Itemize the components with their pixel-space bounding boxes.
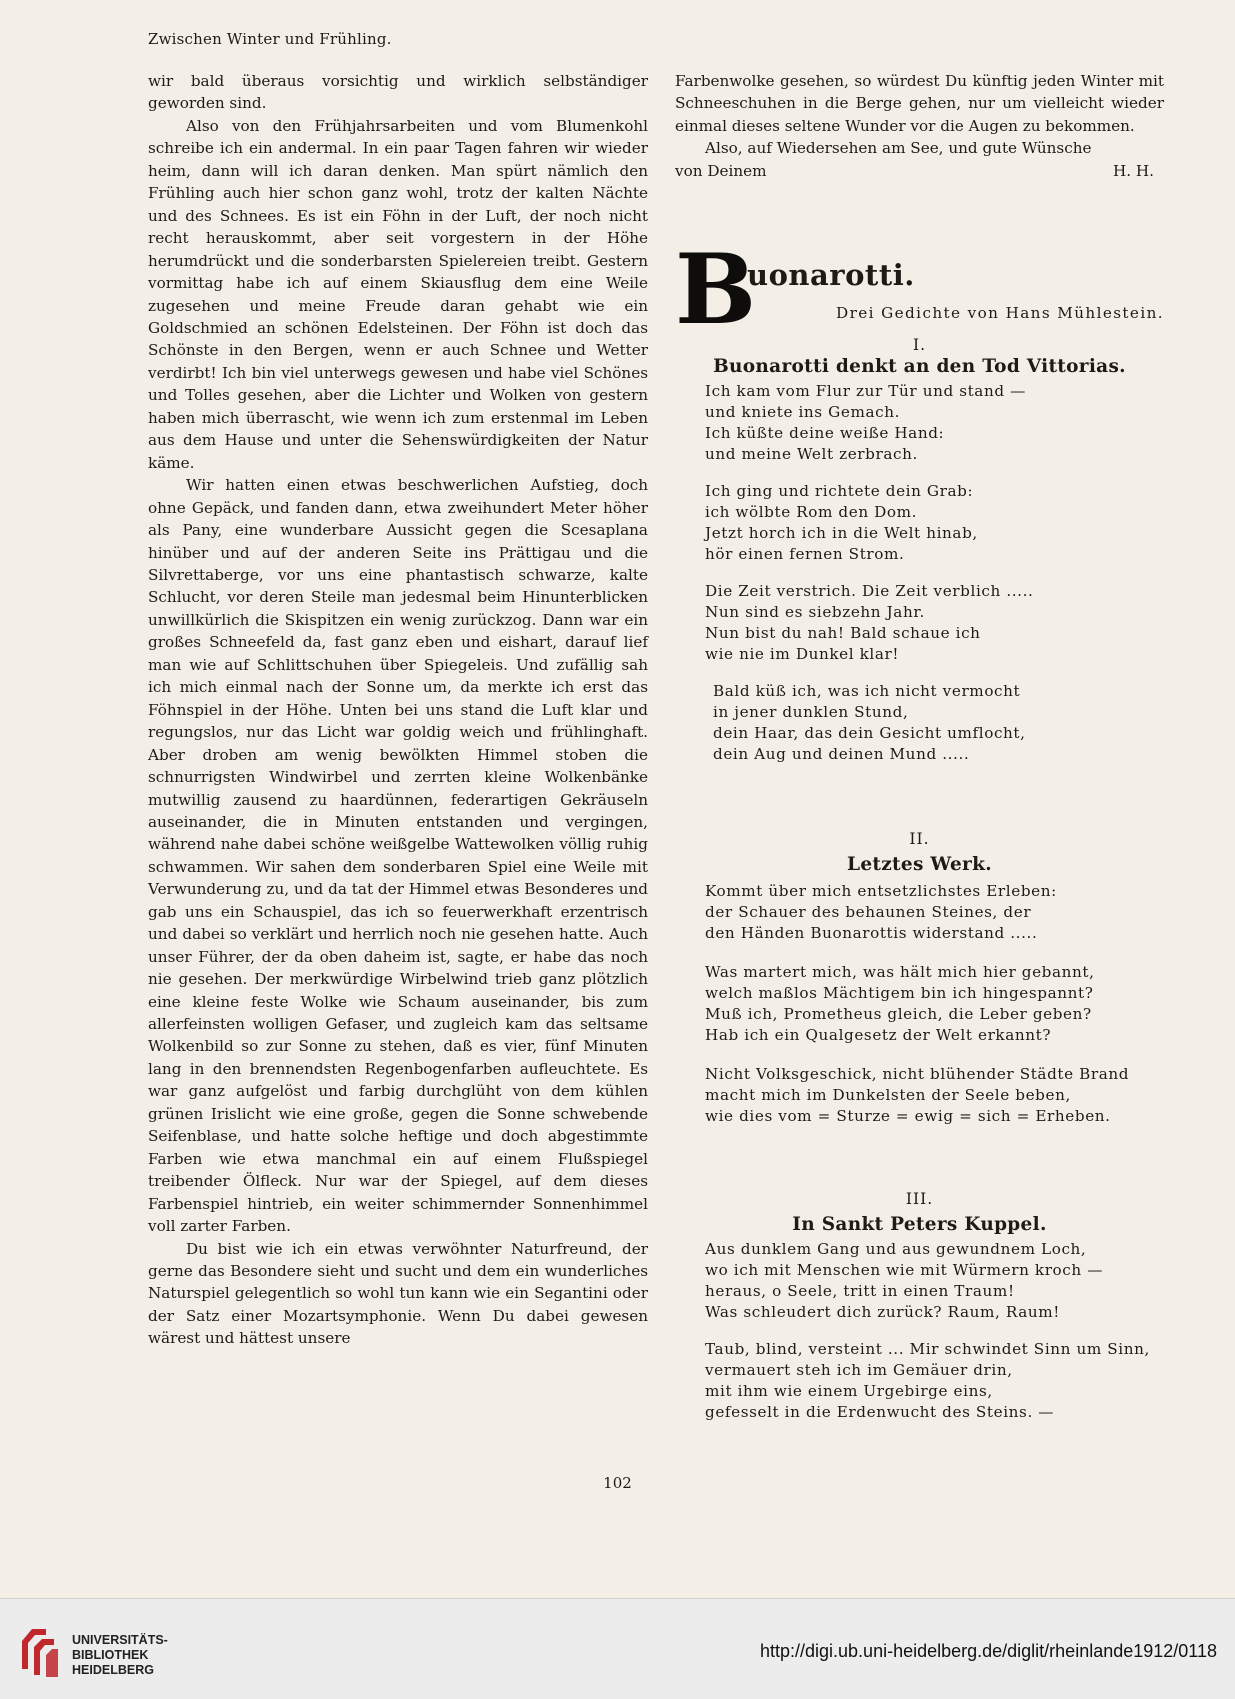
poem-cycle-title: uonarotti. — [747, 258, 915, 292]
verse-line: Nicht Volksgeschick, nicht blühender Städte Brand — [705, 1065, 1130, 1083]
verse-line: in jener dunklen Stund, — [713, 703, 909, 721]
verse-line: Jetzt horch ich in die Welt hinab, — [705, 524, 978, 542]
library-name-line: HEIDELBERG — [72, 1663, 154, 1677]
verse-line: wo ich mit Menschen wie mit Würmern kroch — — [705, 1261, 1103, 1279]
letter-paragraph: Du bist wie ich ein etwas verwöhnter Naturfreund, der gerne das Besondere sieht und sucht und dem ein wunderliches Naturspiel gelegentlich so wohl tun kann wie ein Segantini oder der Satz einer Mozartsymphonie. Wenn Du dabei gewesen wärest und hättest unsere — [148, 1239, 648, 1348]
letter-paragraph: Also von den Frühjahrsarbeiten und vom Blumenkohl schreibe ich ein andermal. In ein paar Tagen fahren wir wieder heim, dann will ich daran denken. Man spürt nämlich den Frühling auch hier schon ganz wohl, trotz der kalten Nächte und des Schnees. Es ist ein Föhn in der Luft, der noch nicht recht herauskommt, aber seit vorgestern in der Höhe herumdrückt und die sonderbarsten Spielereien treibt. Gestern vormittag habe ich auf einem Skiausflug dem eine Weile zugesehen und meine Freude daran gehabt wie ein Goldschmied an schönen Edelsteinen. Der Föhn ist doch das Schönste in den Bergen, wenn er auch Schnee und Wetter verdirbt! Ich bin viel unterwegs gewesen und habe viel Schönes und Tolles gesehen, aber die Lichter und Wolken von gestern haben mich überrascht, wie wenn ich zum erstenmal im Leben aus dem Hause und unter die Sehenswürdigkeiten der Natur käme. — [148, 116, 648, 472]
stanza — [705, 381, 1164, 465]
stanza — [705, 1239, 1164, 1323]
poem-1 — [675, 336, 1164, 765]
verse-line: den Händen Buonarottis widerstand ..... — [705, 924, 1038, 942]
verse-line: vermauert steh ich im Gemäuer drin, — [705, 1361, 1013, 1379]
verse-line: macht mich im Dunkelsten der Seele beben, — [705, 1086, 1071, 1104]
poem-cycle-subtitle: Drei Gedichte von Hans Mühlestein. — [836, 304, 1164, 322]
letter-paragraph: Farbenwolke gesehen, so würdest Du künftig jeden Winter mit Schneeschuhen in die Berge gehen, nur um vielleicht wieder einmal dieses seltene Wunder vor die Augen zu bekommen. — [675, 72, 1164, 135]
verse-line: und meine Welt zerbrach. — [705, 445, 918, 463]
verse-line: Was schleudert dich zurück? Raum, Raum! — [705, 1303, 1060, 1321]
verse-line: Taub, blind, versteint ... Mir schwindet Sinn um Sinn, — [705, 1340, 1150, 1358]
poem-numeral: III. — [905, 1190, 934, 1208]
letter-paragraph: Wir hatten einen etwas beschwerlichen Aufstieg, doch ohne Gepäck, und fanden dann, etwa zweihundert Meter höher als Pany, eine wunderbare Aussicht gegen die Scesaplana hinüber und auf der anderen Seite ins Prättigau und die Silvrettaberge, vor uns eine phantastisch schwarze, kalte Schlucht, vor deren Steile man jedesmal beim Hinunterblicken unwillkürlich die Skispitzen ein wenig zurückzog. Dann war ein großes Schneefeld da, fast ganz eben und eishart, darauf lief man wie auf Schlittschuhen über Spiegeleis. Und zufällig sah ich mich einmal nach der Sonne um, da merkte ich erst das Föhnspiel in der Höhe. Unten bei uns stand die Luft klar und regungslos, nur das Licht war goldig weich und frühlinghaft. Aber droben am wenig bewölkten Himmel stoben die schnurrigsten Windwirbel und zerrten kleine Wolkenbänke mutwillig zausend zu haardünnen, federartigen Gekräuseln auseinander, die in Minuten entstanden und vergingen, während nahe dabei schöne weißgelbe Wattewolken völlig ruhig schwammen. Wir sahen dem sonderbaren Spiel eine Weile mit Verwunderung zu, und da tat der Himmel etwas Besonderes und gab uns ein Schauspiel, das ich so feuerwerkhaft erzentrisch und dabei so verklärt und herrlich noch nie gesehen hatte. Auch unser Führer, der da oben daheim ist, sagte, er habe das noch nie gesehen. Der merkwürdige Wirbelwind trieb ganz plötzlich eine kleine feste Wolke wie Schaum auseinander, bis zum allerfeinsten wolligen Gefaser, und zugleich kam das seltsame Wolkenbild so zur Sonne zu stehen, daß es vier, fünf Minuten lang in den brennendsten Regenbogenfarben aufleuchtete. Es war ganz aufgelöst und farbig durchglüht von dem kühlen grünen Irislicht wie eine große, gegen die Sonne schwebende Seifenblase, und hatte solche heftige und doch abgestimmte Farben wie etwa manchmal ein auf einem Flußspiegel treibender Ölfleck. Nur war der Spiegel, auf dem dieses Farbenspiel hintrieb, ein weiter schimmernder Sonnenhimmel voll zarter Farben. — [148, 476, 648, 1236]
verse-line: Nun sind es siebzehn Jahr. — [705, 603, 925, 621]
poem-section-header — [675, 233, 1164, 346]
verse-line: Ich ging und richtete dein Grab: — [705, 482, 974, 500]
poem-numeral: I. — [912, 336, 927, 354]
signature: H. H. — [1113, 161, 1154, 180]
verse-line: welch maßlos Mächtigem bin ich hingespannt? — [705, 984, 1094, 1002]
verse-line: Kommt über mich entsetzlichstes Erleben: — [705, 882, 1057, 900]
letter-closing: Also, auf Wiedersehen am See, und gute Wünsche — [705, 139, 1092, 158]
stanza — [705, 881, 1164, 944]
drop-cap: B — [675, 233, 757, 346]
verse-line: Ich küßte deine weiße Hand: — [705, 424, 945, 442]
poem-2 — [675, 830, 1164, 1127]
stanza — [705, 1064, 1164, 1127]
verse-line: Was martert mich, was hält mich hier gebannt, — [705, 963, 1095, 981]
library-name[interactable] — [72, 1633, 168, 1678]
verse-line: dein Haar, das dein Gesicht umflocht, — [713, 724, 1026, 742]
source-url-link[interactable]: http://digi.ub.uni-heidelberg.de/diglit/rheinlande1912/0118 — [759, 1641, 1217, 1661]
poem-title: In Sankt Peters Kuppel. — [792, 1214, 1047, 1235]
verse-line: heraus, o Seele, tritt in einen Traum! — [705, 1282, 1015, 1300]
closing-from: von Deinem — [675, 161, 767, 180]
verse-line: gefesselt in die Erdenwucht des Steins. — — [705, 1403, 1055, 1421]
verse-line: und kniete ins Gemach. — [705, 403, 901, 421]
verse-line: hör einen fernen Strom. — [705, 545, 905, 563]
verse-line: wie dies vom = Sturze = ewig = sich = Erheben. — [705, 1107, 1111, 1125]
verse-line: dein Aug und deinen Mund ..... — [713, 745, 970, 763]
poem-numeral: II. — [909, 830, 930, 848]
stanza — [705, 481, 1164, 565]
poem-title: Letztes Werk. — [847, 854, 992, 875]
library-name-line: UNIVERSITÄTS- — [72, 1633, 168, 1647]
verse-line: wie nie im Dunkel klar! — [705, 645, 900, 663]
verse-line: Muß ich, Prometheus gleich, die Leber geben? — [705, 1005, 1092, 1023]
ub-heidelberg-logo-icon[interactable] — [16, 1621, 60, 1681]
library-name-line: BIBLIOTHEK — [72, 1648, 149, 1662]
verse-line: Nun bist du nah! Bald schaue ich — [705, 624, 981, 642]
letter-left-column — [148, 70, 648, 1350]
verse-line: ich wölbte Rom den Dom. — [705, 503, 918, 521]
running-head: Zwischen Winter und Frühling. — [148, 30, 392, 48]
stanza — [705, 962, 1164, 1046]
verse-line: Ich kam vom Flur zur Tür und stand — — [705, 382, 1026, 400]
poem-3 — [675, 1190, 1164, 1423]
poem-title: Buonarotti denkt an den Tod Vittorias. — [713, 356, 1126, 377]
verse-line: Aus dunklem Gang und aus gewundnem Loch, — [705, 1240, 1087, 1258]
stanza — [713, 681, 1164, 765]
letter-paragraph: wir bald überaus vorsichtig und wirklich selbständiger geworden sind. — [148, 72, 648, 113]
verse-line: Die Zeit verstrich. Die Zeit verblich ..... — [705, 582, 1034, 600]
library-footer — [0, 1598, 1235, 1699]
letter-right-column — [675, 70, 1164, 182]
verse-line: Hab ich ein Qualgesetz der Welt erkannt? — [705, 1026, 1052, 1044]
stanza — [705, 581, 1164, 665]
verse-line: der Schauer des behaunen Steines, der — [705, 903, 1032, 921]
page-number: 102 — [603, 1474, 632, 1492]
signature-row — [675, 160, 1164, 182]
verse-line: Bald küß ich, was ich nicht vermocht — [713, 682, 1021, 700]
verse-line: mit ihm wie einem Urgebirge eins, — [705, 1382, 993, 1400]
stanza — [705, 1339, 1164, 1423]
